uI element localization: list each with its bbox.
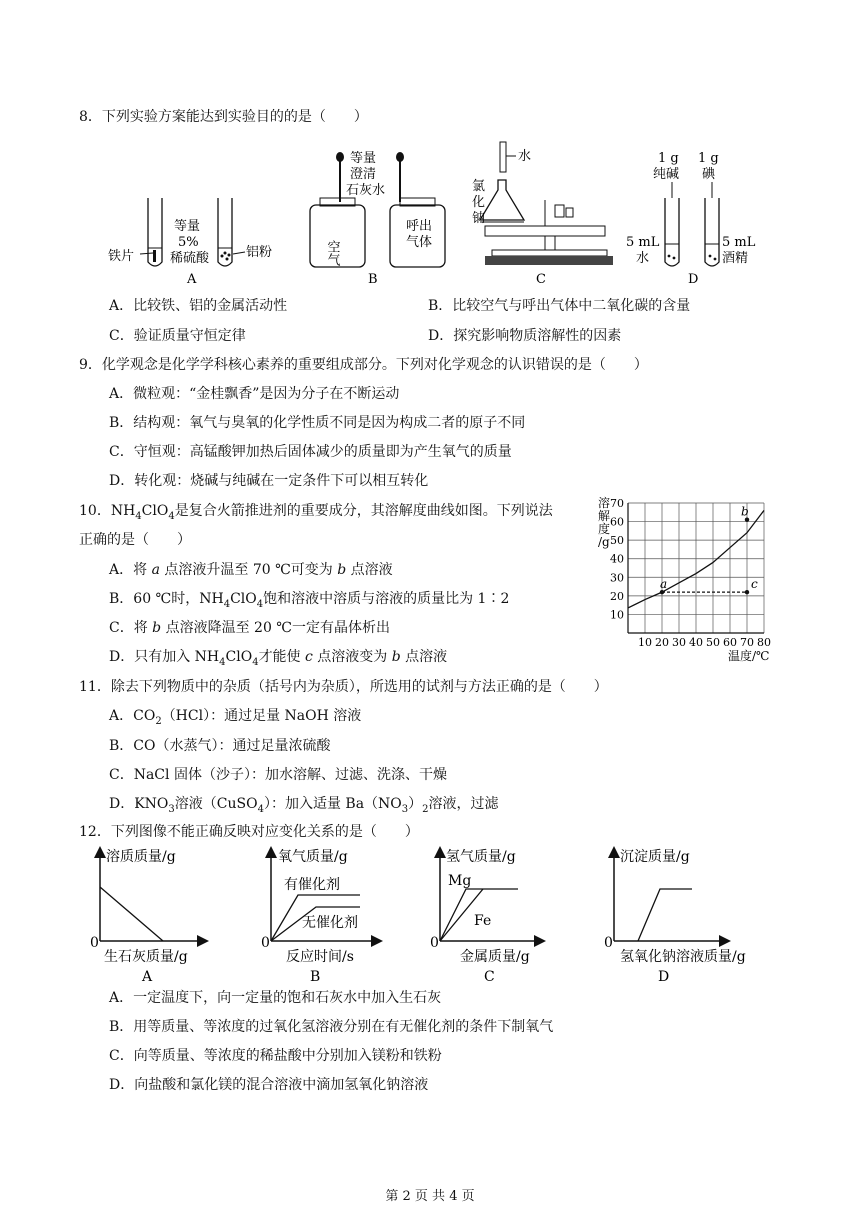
graph-a-caption: A bbox=[142, 969, 153, 985]
chart-points bbox=[660, 505, 758, 595]
fig-b-caption: B bbox=[368, 272, 378, 287]
chart-xlabel: 温度/℃ bbox=[728, 649, 770, 663]
x-tick-label: 50 bbox=[706, 636, 720, 649]
fig-d-bl1: 5 mL bbox=[626, 235, 660, 250]
ylabel-char: 溶 bbox=[598, 496, 611, 510]
x-tick-label: 60 bbox=[723, 636, 737, 649]
fig-b-jar1: 空气 bbox=[324, 240, 340, 266]
figure-c-balance bbox=[472, 142, 613, 287]
fig-b-t3: 石灰水 bbox=[346, 183, 386, 198]
fig-d-l1: 1 g bbox=[658, 151, 679, 166]
graph-c-xlabel: 金属质量/g bbox=[460, 949, 530, 965]
q10-option-a: A．将 a 点溶液升温至 70 ℃可变为 b 点溶液 bbox=[109, 562, 393, 578]
fig-a-left: 铁片 bbox=[108, 249, 135, 264]
x-tick-label: 10 bbox=[638, 636, 652, 649]
q9-option-c: C．守恒观：高锰酸钾加热后固体减少的质量即为产生氧气的质量 bbox=[109, 444, 512, 460]
y-tick-label: 20 bbox=[610, 589, 624, 603]
x-tick-label: 80 bbox=[757, 636, 771, 649]
graph-b-xlabel: 反应时间/s bbox=[286, 949, 354, 965]
fig-a-t2: 5% bbox=[178, 235, 199, 250]
q11-option-c: C．NaCl 固体（沙子）：加水溶解、过滤、洗涤、干燥 bbox=[109, 767, 447, 783]
graph-b bbox=[261, 849, 380, 985]
fig-b-jar2a: 呼出 bbox=[406, 219, 433, 234]
x-tick-label: 70 bbox=[740, 636, 754, 649]
graph-d-ylabel: 沉淀质量/g bbox=[620, 849, 690, 865]
fig-c-water: 水 bbox=[518, 149, 532, 164]
fig-c-salt2: 化 bbox=[472, 195, 486, 210]
point-label-c: c bbox=[751, 577, 758, 592]
q9-option-a: A．微粒观：“金桂飘香”是因为分子在不断运动 bbox=[109, 386, 400, 402]
fig-d-l2: 纯碱 bbox=[653, 167, 680, 182]
graph-b-label2: 无催化剂 bbox=[302, 915, 358, 931]
fig-c-salt3: 钠 bbox=[472, 211, 486, 226]
fig-d-bl2: 水 bbox=[636, 251, 650, 266]
q8-figures bbox=[100, 140, 800, 290]
fig-a-t1: 等量 bbox=[174, 219, 201, 234]
fig-d-br1: 5 mL bbox=[722, 235, 756, 250]
q8-option-b: B．比较空气与呼出气体中二氧化碳的含量 bbox=[428, 298, 691, 314]
point-label-b: b bbox=[741, 504, 749, 519]
graph-a-origin: 0 bbox=[90, 935, 99, 951]
q9-option-d: D．转化观：烧碱与纯碱在一定条件下可以相互转化 bbox=[109, 473, 429, 489]
ylabel-char: 度 bbox=[598, 522, 611, 536]
y-tick-label: 60 bbox=[610, 515, 624, 529]
q9-option-b: B．结构观：氧气与臭氧的化学性质不同是因为构成二者的原子不同 bbox=[109, 415, 526, 431]
q10-stem-line2: 正确的是（ ） bbox=[79, 532, 191, 548]
x-tick-label: 20 bbox=[655, 636, 669, 649]
graph-a-ylabel: 溶质质量/g bbox=[106, 849, 176, 865]
ylabel-char: 解 bbox=[598, 509, 611, 523]
figure-b-gas-jars bbox=[310, 151, 445, 287]
chart-ylabel bbox=[598, 495, 610, 549]
graph-a bbox=[90, 848, 206, 985]
q12-option-c: C．向等质量、等浓度的稀盐酸中分别加入镁粉和铁粉 bbox=[109, 1048, 442, 1064]
graph-d-caption: D bbox=[658, 969, 670, 985]
q11-stem: 11．除去下列物质中的杂质（括号内为杂质），所选用的试剂与方法正确的是（ ） bbox=[79, 679, 608, 695]
y-tick-label: 10 bbox=[610, 608, 624, 622]
q12-option-a: A．一定温度下，向一定量的饱和石灰水中加入生石灰 bbox=[109, 990, 442, 1006]
q8-stem: 8．下列实验方案能达到实验目的的是（ ） bbox=[79, 109, 368, 125]
q12-option-d: D．向盐酸和氯化镁的混合溶液中滴加氢氧化钠溶液 bbox=[109, 1077, 429, 1093]
fig-d-r1: 1 g bbox=[698, 151, 719, 166]
chart-grid bbox=[628, 503, 764, 633]
fig-b-t2: 澄清 bbox=[350, 167, 377, 182]
q8-option-a: A．比较铁、铝的金属活动性 bbox=[109, 298, 288, 314]
graph-d-xlabel: 氢氧化钠溶液质量/g bbox=[620, 949, 746, 965]
q12-option-b: B．用等质量、等浓度的过氧化氢溶液分别在有无催化剂的条件下制氧气 bbox=[109, 1019, 554, 1035]
q12-stem: 12．下列图像不能正确反映对应变化关系的是（ ） bbox=[79, 824, 419, 840]
q11-option-a: A．$CO_2(HCl)$：通过足量 NaOH 溶液 bbox=[109, 708, 362, 727]
page-footer: 第 2 页 共 4 页 bbox=[385, 1189, 475, 1204]
graph-c-label1: Mg bbox=[448, 873, 472, 889]
graph-a-xlabel: 生石灰质量/g bbox=[104, 949, 188, 965]
graph-c-ylabel: 氢气质量/g bbox=[446, 849, 516, 865]
figure-d-test-tubes bbox=[626, 151, 756, 287]
fig-b-jar2b: 气体 bbox=[406, 235, 433, 250]
fig-b-t1: 等量 bbox=[350, 151, 377, 166]
figure-a-test-tubes bbox=[108, 198, 272, 287]
ylabel-char: /g bbox=[598, 535, 610, 549]
graph-c-caption: C bbox=[484, 969, 495, 985]
fig-d-r2: 碘 bbox=[702, 167, 716, 182]
y-tick-label: 70 bbox=[610, 497, 624, 510]
q9-stem: 9．化学观念是化学学科核心素养的重要组成部分。下列对化学观念的认识错误的是（ ） bbox=[79, 357, 648, 373]
graph-b-ylabel: 氧气质量/g bbox=[278, 849, 348, 865]
fig-c-caption: C bbox=[536, 272, 546, 287]
x-tick-label: 40 bbox=[689, 636, 703, 649]
q10-stem-line1: 10．$NH_4ClO_4$是复合火箭推进剂的重要成分，其溶解度曲线如图。下列说法 bbox=[79, 503, 553, 522]
x-tick-label: 30 bbox=[672, 636, 686, 649]
fig-d-br2: 酒精 bbox=[722, 251, 749, 266]
graph-d-origin: 0 bbox=[604, 935, 613, 951]
q11-option-b: B．CO（水蒸气）：通过足量浓硫酸 bbox=[109, 738, 331, 754]
graph-c-origin: 0 bbox=[430, 935, 439, 951]
graph-b-label1: 有催化剂 bbox=[284, 877, 340, 893]
point-c bbox=[745, 590, 749, 594]
q11-option-d: D．$KNO_3$溶液（CuSO$_4$）：加入适量 $Ba(NO_3)_2$溶液，过滤 bbox=[109, 796, 499, 815]
y-tick-label: 40 bbox=[610, 552, 624, 566]
y-tick-label: 50 bbox=[610, 534, 624, 548]
fig-a-caption: A bbox=[187, 272, 197, 287]
fig-c-salt1: 氯 bbox=[472, 179, 486, 194]
graph-b-origin: 0 bbox=[261, 935, 270, 951]
q8-option-c: C．验证质量守恒定律 bbox=[109, 328, 246, 344]
graph-c-label2: Fe bbox=[474, 913, 492, 929]
y-tick-label: 30 bbox=[610, 571, 624, 585]
q10-option-d: D．只有加入 $NH_4ClO_4$才能使 c 点溶液变为 b 点溶液 bbox=[109, 649, 448, 668]
graph-b-caption: B bbox=[310, 969, 321, 985]
solubility-chart bbox=[584, 495, 784, 665]
fig-a-right: 铝粉 bbox=[246, 245, 273, 260]
graph-c bbox=[430, 849, 543, 985]
q10-option-c: C．将 b 点溶液降温至 20 ℃一定有晶体析出 bbox=[109, 620, 390, 636]
q8-option-d: D．探究影响物质溶解性的因素 bbox=[428, 328, 622, 344]
q10-option-b: B．60 ℃时，$NH_4ClO_4$饱和溶液中溶质与溶液的质量比为 1∶2 bbox=[109, 591, 510, 610]
point-label-a: a bbox=[660, 577, 668, 592]
q12-graphs bbox=[88, 845, 788, 985]
fig-d-caption: D bbox=[688, 272, 699, 287]
fig-a-t3: 稀硫酸 bbox=[170, 251, 210, 266]
graph-d bbox=[604, 849, 746, 985]
